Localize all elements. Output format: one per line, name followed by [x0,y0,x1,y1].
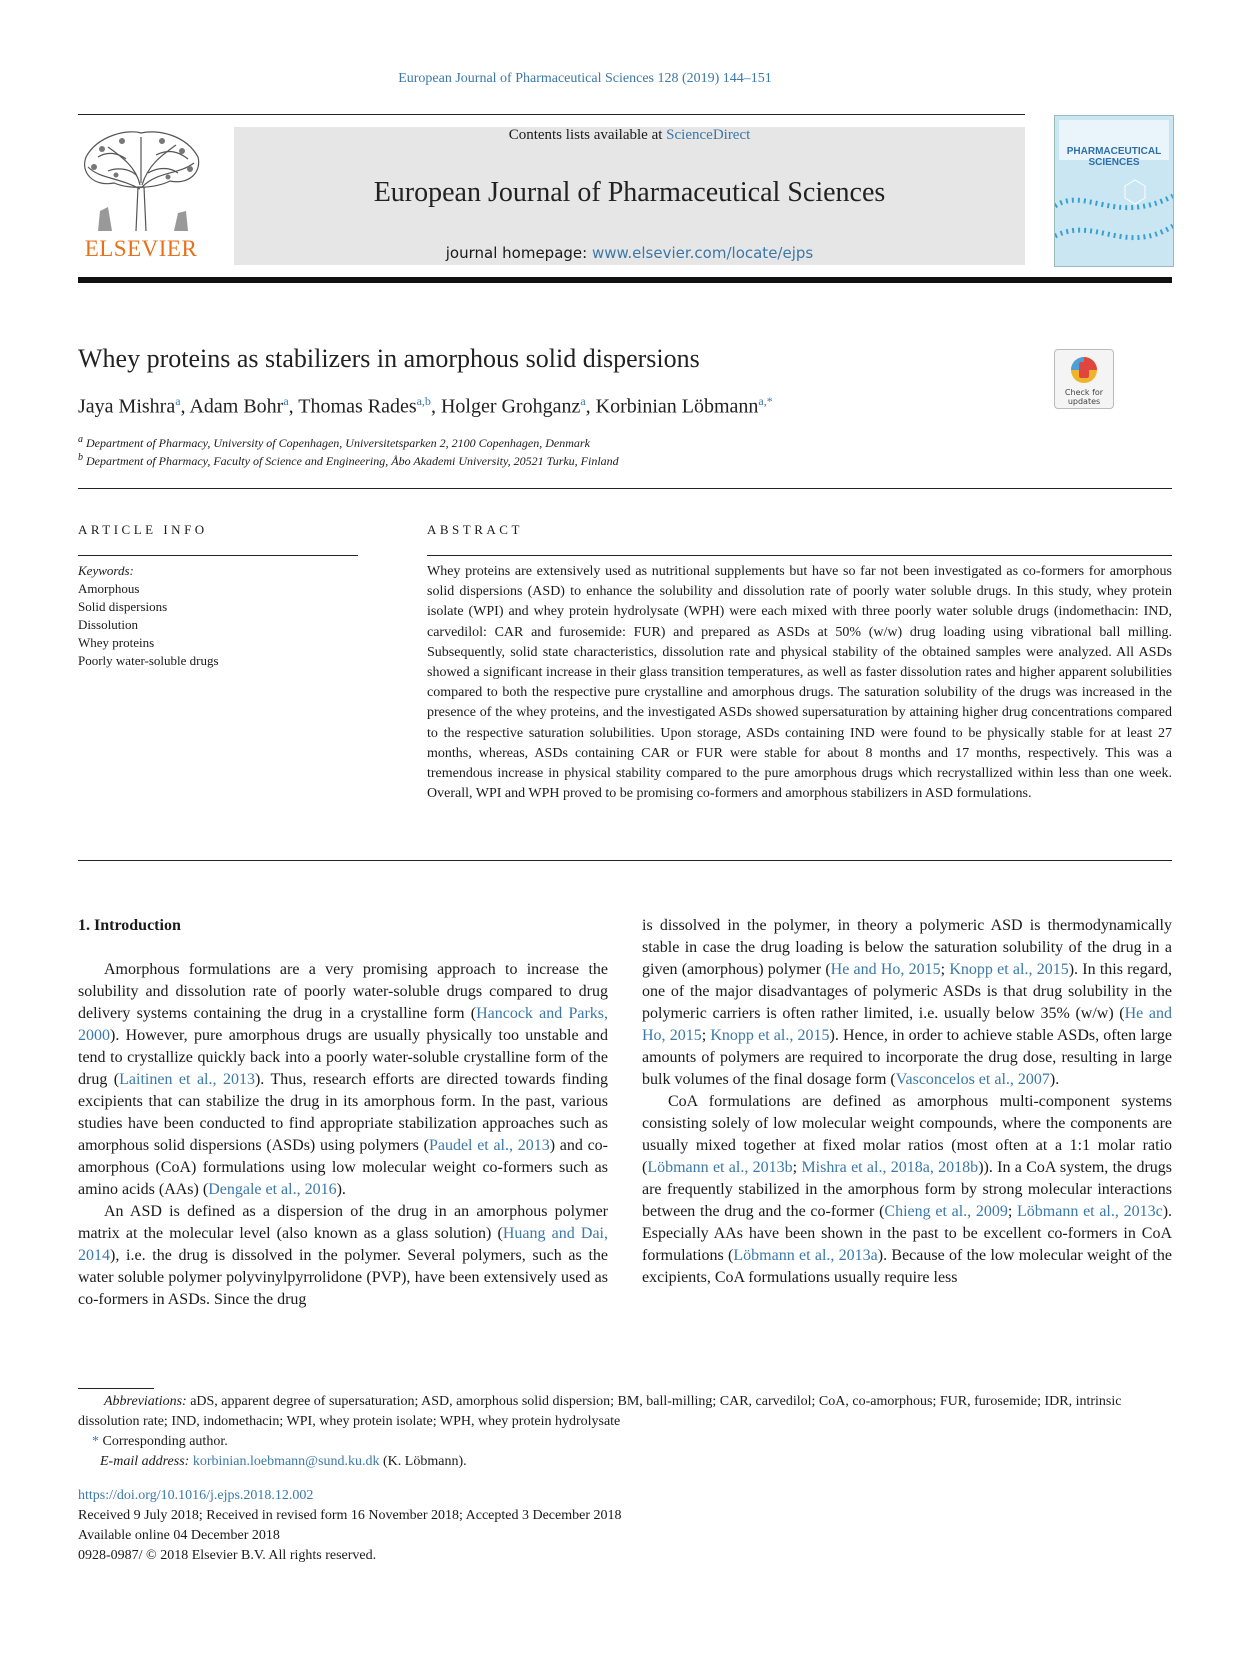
author-list [78,394,773,419]
author-name[interactable]: Adam Bohr [189,395,284,418]
author-separator: , [430,395,441,418]
citation-link[interactable]: Paudel et al., 2013 [428,1137,550,1154]
section-heading-introduction: 1. Introduction [78,917,181,934]
corresponding-footnote [78,1432,1172,1452]
paragraph-text: ; [1007,1203,1018,1220]
citation-link[interactable]: Vasconcelos et al., 2007 [895,1071,1050,1088]
paragraph-text: ). Especially AAs have been shown in the past to be excellent co-formers in CoA formulations ( [642,1203,1173,1264]
keyword-item: Amorphous [78,581,140,596]
paragraph-text: ). Hence, in order to achieve stable ASDs, often large amounts of polymers are required to incorporate the drug dose, resulting in large bulk volumes of the final dosage form ( [642,1027,1172,1088]
citation-link[interactable]: Chieng et al., 2009 [884,1203,1008,1220]
affiliation-rule [78,488,1172,489]
paragraph-text: CoA formulations are defined as amorphous multi-component systems consisting solely of low molecular weight compounds, where the components are usually mixed together at fixed molar ratios (most often at a 1:1 molar ratio ( [642,1093,1172,1176]
author-affiliation-mark[interactable]: a [175,394,181,408]
affiliation-mark: a [78,434,83,445]
article-info-heading: ARTICLE INFO [78,522,208,537]
online-date: Available online 04 December 2018 [78,1528,280,1543]
elsevier-logo[interactable] [78,127,204,262]
author-affiliation-mark[interactable]: a [580,394,586,408]
abstract-bottom-rule [78,860,1172,861]
email-label: E-mail address: [100,1454,190,1469]
copyright: 0928-0987/ © 2018 Elsevier B.V. All rights reserved. [78,1548,377,1563]
keywords-label: Keywords: [78,563,134,578]
citation-link[interactable]: Laitinen et al., 2013 [119,1071,255,1088]
affiliation-b [78,452,619,469]
author-separator: , [180,395,190,418]
citation-link[interactable]: Löbmann et al., 2013b [647,1159,793,1176]
author-affiliation-mark[interactable]: a,b [416,394,431,408]
paragraph-text: ). [336,1181,346,1198]
email-footnote [78,1452,1172,1472]
paragraph-text: ). In this regard, one of the major disadvantages of polymeric ASDs is that drug solubility in the polymeric carriers is often rather limited, i.e. usually below 35% (w/w) ( [642,961,1173,1022]
paragraph-text: ). Thus, research efforts are directed towards finding excipients that can stabilize the drug in its amorphous form. In the past, various studies have been conducted to find appropriate stabilization approaches such as amorphous solid dispersions (ASDs) using polymers ( [78,1071,609,1154]
article-info-rule [78,555,358,556]
doi-link[interactable]: https://doi.org/10.1016/j.ejps.2018.12.002 [78,1488,314,1503]
contents-line [234,127,1025,144]
citation-link[interactable]: Löbmann et al., 2013c [1017,1203,1163,1220]
keywords-block [78,562,219,670]
homepage-line [234,244,1025,262]
body-column-right [642,915,1172,1289]
paragraph-text: is dissolved in the polymer, in theory a polymeric ASD is thermodynamically stable in case the drug loading is below the saturation solubility of the drug in a given (amorphous) polymer ( [642,917,1172,978]
citation-link[interactable]: Mishra et al., 2018a, 2018b [801,1159,979,1176]
corresponding-text: Corresponding author. [99,1434,228,1449]
affiliation-text: Department of Pharmacy, University of Copenhagen, Universitetsparken 2, 2100 Copenhagen, Denmark [86,436,590,450]
author-name[interactable]: Jaya Mishra [78,395,176,418]
paragraph-text: ) and co-amorphous (CoA) formulations using low molecular weight co-formers such as amino acids (AAs) ( [78,1137,609,1198]
header-rule [78,114,1025,115]
email-suffix: (K. Löbmann). [379,1454,467,1469]
keyword-item: Whey proteins [78,635,155,650]
abbreviations-label: Abbreviations: [104,1394,187,1409]
citation-link[interactable]: Knopp et al., 2015 [949,961,1069,978]
paragraph-text: Amorphous formulations are a very promising approach to increase the solubility and dissolution rate of poorly water-soluble drugs compared to drug delivery systems containing the drug in a crystalline form ( [78,961,608,1022]
paragraph-text: ; [701,1027,711,1044]
citation-link[interactable]: Löbmann et al., 2013a [733,1247,878,1264]
abstract-heading: ABSTRACT [427,522,523,537]
cover-title-line2: SCIENCES [1088,157,1140,168]
corresponding-mark: * [92,1434,99,1449]
journal-citation[interactable] [0,71,1170,87]
check-for-updates-button[interactable] [1054,349,1114,409]
check-updates-icon [1055,350,1113,390]
sciencedirect-link[interactable]: ScienceDirect [666,127,751,143]
check-updates-label: Check for updates [1064,388,1104,406]
author-affiliation-mark[interactable]: a,* [758,394,773,408]
journal-cover-image [1055,116,1173,266]
affiliation-a [78,434,590,451]
abstract-rule [427,555,1172,556]
citation-link[interactable]: European Journal of Pharmaceutical Sciences 128 (2019) 144–151 [398,71,772,86]
author-name[interactable]: Korbinian Löbmann [595,395,759,418]
body-paragraph [78,959,608,1201]
received-dates: Received 9 July 2018; Received in revised form 16 November 2018; Accepted 3 December 2018 [78,1508,622,1523]
author-separator: , [288,395,299,418]
keyword-item: Solid dispersions [78,599,168,614]
journal-masthead [234,127,1025,265]
homepage-prefix: journal homepage: [445,244,592,262]
citation-link[interactable]: He and Ho, 2015 [830,961,941,978]
body-paragraph [642,915,1172,1091]
body-paragraph [78,1201,608,1311]
author-separator: , [585,395,596,418]
tree-logo-icon [78,127,204,231]
footnotes [78,1392,1172,1472]
paragraph-text: ), i.e. the drug is dissolved in the polymer. Several polymers, such as the water soluble polymer polyvinylpyrrolidone (PVP), have been extensively used as co-formers in ASDs. Since the drug [78,1247,608,1308]
author-email-link[interactable]: korbinian.loebmann@sund.ku.dk [192,1454,380,1469]
paragraph-text: An ASD is defined as a dispersion of the drug in an amorphous polymer matrix at the molecular level (also known as a glass solution) ( [78,1203,608,1242]
body-paragraph [642,1091,1172,1289]
journal-cover-thumbnail[interactable] [1054,115,1174,267]
paragraph-text: ; [792,1159,802,1176]
journal-homepage-link[interactable]: www.elsevier.com/locate/ejps [591,244,814,262]
cover-title-line1: PHARMACEUTICAL [1066,146,1162,157]
publication-info [78,1486,978,1566]
author-name[interactable]: Thomas Rades [298,395,417,418]
footnote-rule [78,1388,154,1389]
publisher-wordmark: ELSEVIER [84,236,198,261]
citation-link[interactable]: Dengale et al., 2016 [208,1181,337,1198]
body-column-left [78,915,608,1311]
abbreviations-text: aDS, apparent degree of supersaturation; ASD, amorphous solid dispersion; BM, ball-milling; CAR, carvedilol; CoA, co-amorphous; FUR, furosemide; IDR, intrinsic dissolution rate; IND, indomethacin; WPI, whey protein isolate; WPH, whey protein hydrolysate [78,1394,1122,1429]
keyword-item: Dissolution [78,617,138,632]
journal-name: European Journal of Pharmaceutical Sciences [373,177,886,208]
affiliation-mark: b [78,452,83,463]
paragraph-text: )). In a CoA system, the drugs are frequently stabilized in the amorphous form by strong molecular interactions between the drug and the co-former ( [642,1159,1172,1220]
affiliation-text: Department of Pharmacy, Faculty of Science and Engineering, Åbo Akademi University, 20521 Turku, Finland [86,454,619,468]
citation-link[interactable]: Knopp et al., 2015 [710,1027,830,1044]
citation-link[interactable]: Hancock and Parks, 2000 [78,1005,609,1044]
header-thick-rule [78,277,1172,283]
abstract-text: Whey proteins are extensively used as nutritional supplements but have so far not been investigated as co-formers for amorphous solid dispersions (ASD) to enhance the solubility and dissolution rate of poorly water soluble drugs. In this study, whey protein isolate (WPI) and whey protein hydrolysate (WPH) were each mixed with three poorly water soluble drugs (indomethacin: IND, carvedilol: CAR and furosemide: FUR) and prepared as ASDs at 50% (w/w) drug loading using vibrational ball milling. Subsequently, solid state characteristics, dissolution rate and physical stability of the obtained samples were analyzed. All ASDs showed a significant increase in their glass transition temperatures, as well as faster dissolution rates and higher apparent solubilities compared to both the respective pure crystalline and amorphous drugs. The saturation solubility of the drugs was increased in the presence of the whey proteins, and the investigated ASDs showed supersaturation by attaining higher drug concentrations compared to the respective saturation solubilities. Upon storage, ASDs containing IND were found to be physically stable for at least 27 months, whereas, ASDs containing CAR or FUR were stable for about 8 months and 17 months, respectively. This was a tremendous increase in physical stability compared to the pure amorphous drugs which recrystallized within less than one week. Overall, WPI and WPH proved to be promising co-formers and amorphous stabilizers in ASD formulations. [427,564,1172,802]
author-name[interactable]: Holger Grohganz [440,395,581,418]
author-affiliation-mark[interactable]: a [283,394,289,408]
abbreviations-footnote [78,1392,1172,1432]
contents-prefix: Contents lists available at [508,127,667,143]
keyword-item: Poorly water-soluble drugs [78,653,219,668]
paragraph-text: ). Because of the low molecular weight of the excipients, CoA formulations usually require less [642,1247,1173,1286]
paragraph-text: ). [1049,1071,1060,1088]
citation-link[interactable]: Huang and Dai, 2014 [78,1225,608,1264]
paragraph-text: ). However, pure amorphous drugs are usually physically too unstable and tend to crystallize quickly back into a poorly water-soluble crystalline form of the drug ( [78,1027,608,1088]
paragraph-text: ; [940,961,950,978]
article-title: Whey proteins as stabilizers in amorphous solid dispersions [78,344,700,373]
citation-link[interactable]: He and Ho, 2015 [642,1005,1172,1044]
